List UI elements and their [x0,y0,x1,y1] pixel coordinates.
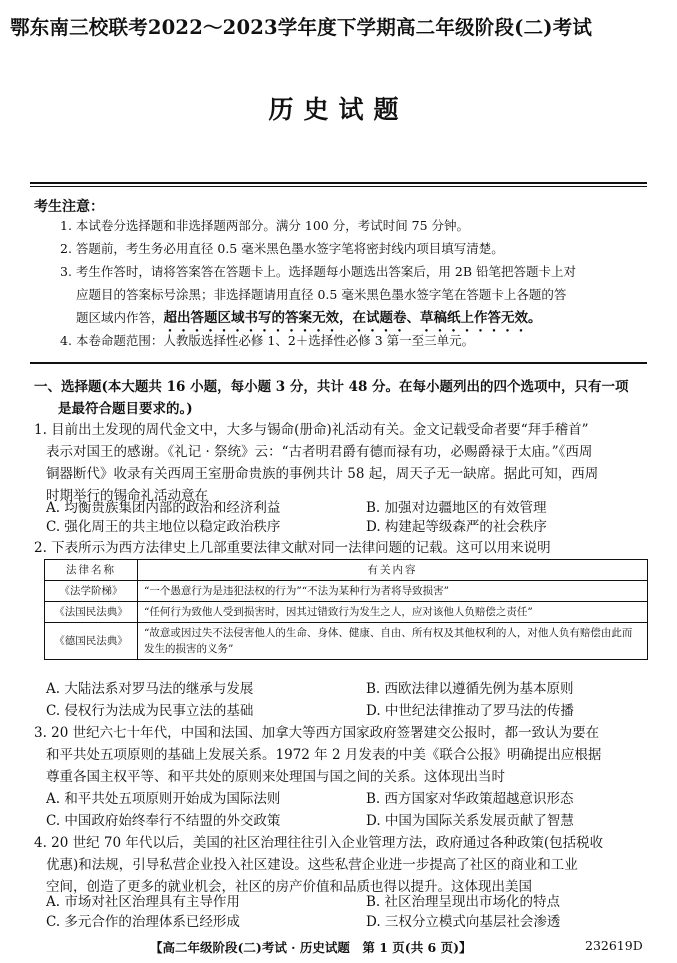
law-content: “任何行为致他人受到损害时，因其过错致行为发生之人，应对该他人负赔偿之责任” [138,602,648,623]
q1-option-d: D. 构建起等级森严的社会秩序 [366,519,547,535]
q1-stem-1: 1. 目前出土发现的周代金文中，大多与锡命(册命)礼活动有关。金文记载受命者要“拜手稽首” [34,422,589,438]
q2-option-d: D. 中世纪法律推动了罗马法的传播 [366,703,574,719]
q3-stem-2: 和平共处五项原则的基础上发展关系。1972 年 2 月发表的中美《联合公报》明确提出应根据 [46,747,602,763]
law-table-header-name: 法律名称 [45,560,138,581]
notice-item-2: 2. 答题前，考生务必用直径 0.5 毫米黑色墨水签字笔将密封线内项目填写清楚。 [60,241,504,256]
law-table-header [45,560,648,581]
q4-stem-2: 优惠)和法规，引导私营企业投入社区建设。这些私营企业进一步提高了社区的商业和工业 [46,857,578,873]
exam-title: 鄂东南三校联考2022～2023学年度下学期高二年级阶段(二)考试 [10,16,593,39]
q4-option-b: B. 社区治理呈现出市场化的特点 [366,894,561,910]
q3-stem-3: 尊重各国主权平等、和平共处的原则来处理国与国之间的关系。这体现出当时 [46,769,505,785]
notice-emphasis: 超出答题区域书写的答案无效，在试题卷、草稿纸上作答无效。 [163,310,542,326]
notice-item-1: 1. 本试卷分选择题和非选择题两部分。满分 100 分，考试时间 75 分钟。 [60,218,470,233]
notice-item-4: 4. 本卷命题范围：人教版选择性必修 1、2＋选择性必修 3 第一至三单元。 [60,333,475,348]
q4-stem-1: 4. 20 世纪 70 年代以后，美国的社区治理往往引入企业管理方法，政府通过各种政策(包括税收 [34,835,604,851]
law-table [44,559,648,660]
law-content: “一个愚意行为是违犯法权的行为”“不法为某种行为者将导致损害” [138,581,648,602]
q3-option-c: C. 中国政府始终奉行不结盟的外交政策 [46,813,281,829]
q1-stem-2: 表示对国王的感谢。《礼记 · 祭统》云：“古者明君爵有德而禄有功，必赐爵禄于太庙。”《西周 [46,444,593,460]
notice-item-3: 3. 考生作答时，请将答案答在答题卡上。选择题每小题选出答案后，用 2B 铅笔把答题卡上对 [60,264,576,279]
notice-item-3-tail: 题区域内作答， [76,310,164,325]
q2-option-c: C. 侵权行为法成为民事立法的基础 [46,703,254,719]
q3-stem-1: 3. 20 世纪六七十年代，中国和法国、加拿大等西方国家政府签署建交公报时，都一致认为要在 [34,725,600,741]
q1-stem-3: 铜器断代》收录有关西周王室册命贵族的事例共计 58 起，周天子无一缺席。据此可知，西周 [46,466,599,482]
q3-option-b: B. 西方国家对华政策超越意识形态 [366,791,574,807]
q3-option-a: A. 和平共处五项原则开始成为国际法则 [46,791,281,807]
law-name: 《法国民法典》 [45,602,138,623]
section-heading: 一、选择题(本大题共 16 小题，每小题 3 分，共计 48 分。在每小题列出的四个选项中，只有一项 [34,379,629,395]
law-name: 《法学阶梯》 [45,581,138,602]
q4-option-a: A. 市场对社区治理具有主导作用 [46,894,240,910]
law-table-header-content: 有关内容 [138,560,648,581]
q4-stem-3: 空间，创造了更多的就业机会，社区的房产价值和品质也得以提升。这体现出美国 [46,879,532,895]
table-row [45,581,648,602]
notice-divider [30,362,647,364]
table-row [45,602,648,623]
footer-label: 【高二年级阶段(二)考试 · 历史试题 第 1 页(共 6 页)】 [150,940,472,955]
subject-title: 历史试题 [268,95,409,124]
q1-option-c: C. 强化周王的共主地位以稳定政治秩序 [46,519,281,535]
q1-option-b: B. 加强对边疆地区的有效管理 [366,500,547,516]
header-divider-thin [30,186,647,187]
q3-option-d: D. 中国为国际关系发展贡献了智慧 [366,813,574,829]
law-content: “故意或因过失不法侵害他人的生命、身体、健康、自由、所有权及其他权利的人，对他人负有赔偿由此而发生的损害的义务” [138,623,648,660]
notice-item-3-cont: 应题目的答案标号涂黑；非选择题请用直径 0.5 毫米黑色墨水签字笔在答题卡上各题的答 [76,287,567,302]
footer-code: 232619D [585,938,643,953]
q4-option-c: C. 多元合作的治理体系已经形成 [46,914,240,930]
notice-heading: 考生注意： [34,199,104,215]
q1-stem-4: 时期举行的锡命礼活动意在 [46,488,208,504]
q2-option-b: B. 西欧法律以遵循先例为基本原则 [366,681,574,697]
law-name: 《德国民法典》 [45,623,138,660]
header-divider [30,182,647,184]
q4-option-d: D. 三权分立模式向基层社会渗透 [366,914,561,930]
q2-stem: 2. 下表所示为西方法律史上几部重要法律文献对同一法律问题的记载。这可以用来说明 [34,540,551,556]
table-row [45,623,648,660]
section-heading-cont: 是最符合题目要求的。) [58,401,193,417]
q2-option-a: A. 大陆法系对罗马法的继承与发展 [46,681,254,697]
q1-option-a: A. 均衡贵族集团内部的政治和经济利益 [46,500,281,516]
